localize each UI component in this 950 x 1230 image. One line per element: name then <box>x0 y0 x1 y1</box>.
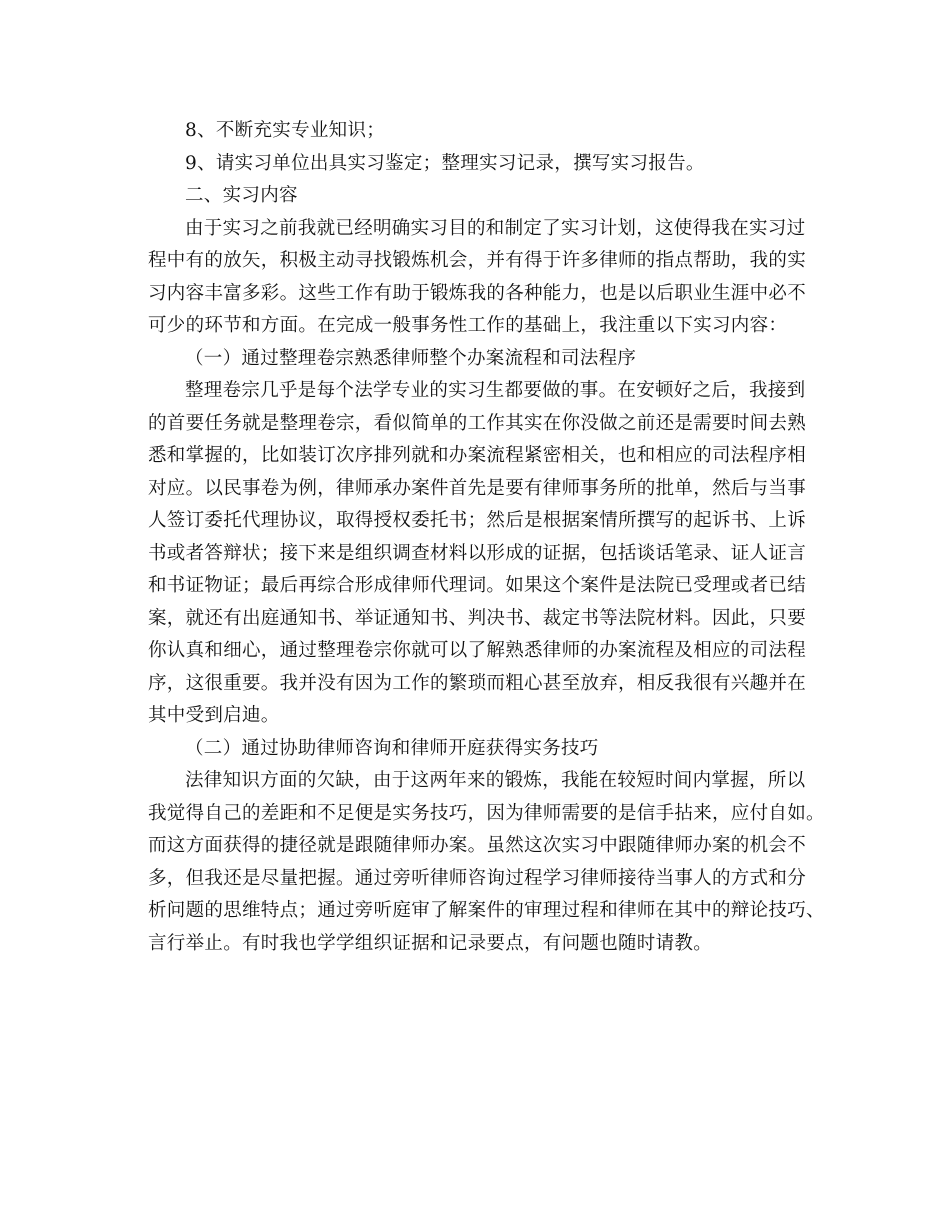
paragraph-line: 我觉得自己的差距和不足便是实务技巧，因为律师需要的是信手拈来，应付自如。 <box>148 802 825 824</box>
paragraph-line: 由于实习之前我就已经明确实习目的和制定了实习计划，这使得我在实习过 <box>185 217 806 239</box>
paragraph-line: 的首要任务就是整理卷宗，看似简单的工作其实在你没做之前还是需要时间去熟 <box>148 412 807 434</box>
paragraph-line: 序，这很重要。我并没有因为工作的繁琐而粗心甚至放弃，相反我很有兴趣并在 <box>148 672 807 694</box>
subsection-title: （一）通过整理卷宗熟悉律师整个办案流程和司法程序 <box>185 347 637 369</box>
section-title: 二、实习内容 <box>185 185 298 206</box>
paragraph-line: 习内容丰富多彩。这些工作有助于锻炼我的各种能力，也是以后职业生涯中必不 <box>148 282 807 304</box>
paragraph-line: 你认真和细心，通过整理卷宗你就可以了解熟悉律师的办案流程及相应的司法程 <box>148 640 807 661</box>
paragraph <box>148 765 825 960</box>
paragraph-line: 书或者答辩状；接下来是组织调查材料以形成的证据，包括谈话笔录、证人证言 <box>148 542 807 564</box>
paragraph-line: 可少的环节和方面。在完成一般事务性工作的基础上，我注重以下实习内容： <box>148 315 788 336</box>
paragraph-line: 悉和掌握的，比如装订次序排列就和办案流程紧密相关，也和相应的司法程序相 <box>148 445 807 466</box>
paragraph-line: 法律知识方面的欠缺，由于这两年来的锻炼，我能在较短时间内掌握，所以 <box>185 770 806 791</box>
paragraph-line: 整理卷宗几乎是每个法学专业的实习生都要做的事。在安顿好之后，我接到 <box>185 380 806 401</box>
paragraph-line: 而这方面获得的捷径就是跟随律师办案。虽然这次实习中跟随律师办案的机会不 <box>148 835 807 856</box>
paragraph-line: 对应。以民事卷为例，律师承办案件首先是要有律师事务所的批单，然后与当事 <box>148 477 807 499</box>
paragraph-line: 多，但我还是尽量把握。通过旁听律师咨询过程学习律师接待当事人的方式和分 <box>148 867 807 889</box>
list-item: 9、请实习单位出具实习鉴定；整理实习记录，撰写实习报告。 <box>185 152 705 174</box>
paragraph-line: 其中受到启迪。 <box>148 705 280 726</box>
paragraph-line: 程中有的放矢，积极主动寻找锻炼机会，并有得于许多律师的指点帮助，我的实 <box>148 250 807 271</box>
paragraph-line: 言行举止。有时我也学学组织证据和记录要点，有问题也随时请教。 <box>148 932 713 954</box>
document-body <box>148 115 825 960</box>
paragraph <box>148 213 808 343</box>
list-item: 8、不断充实专业知识； <box>185 120 386 141</box>
subsection-title: （二）通过协助律师咨询和律师开庭获得实务技巧 <box>185 737 599 759</box>
paragraph-line: 和书证物证；最后再综合形成律师代理词。如果这个案件是法院已受理或者已结 <box>148 575 807 596</box>
paragraph-line: 案，就还有出庭通知书、举证通知书、判决书、裁定书等法院材料。因此，只要 <box>148 607 807 629</box>
paragraph-line: 人签订委托代理协议，取得授权委托书；然后是根据案情所撰写的起诉书、上诉 <box>148 510 807 531</box>
paragraph-line: 析问题的思维特点；通过旁听庭审了解案件的审理过程和律师在其中的辩论技巧、 <box>148 900 825 921</box>
paragraph <box>148 375 808 733</box>
